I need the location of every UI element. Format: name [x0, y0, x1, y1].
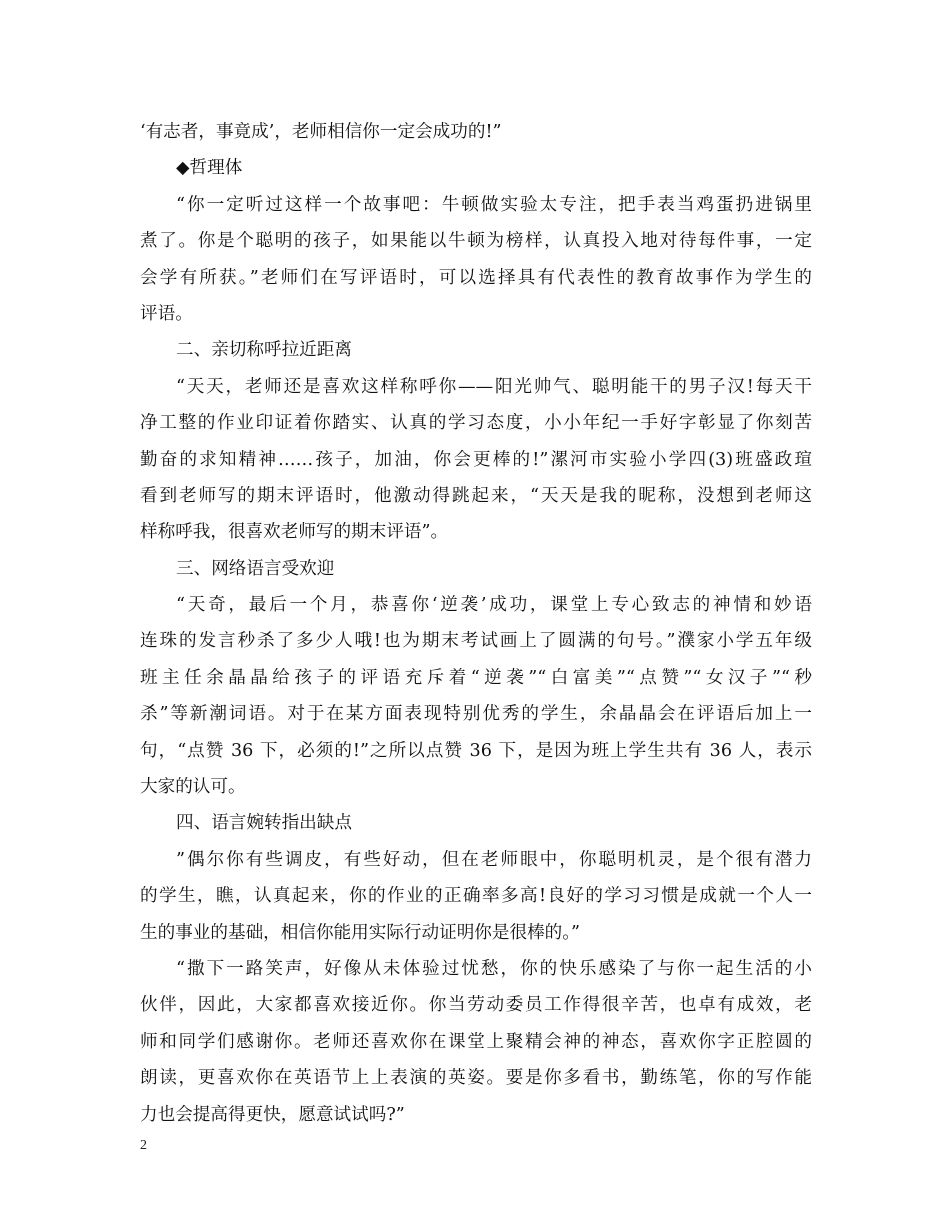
text-line: 杀”等新潮词语。对于在某方面表现特别优秀的学生，余晶晶会在评语后加上一: [140, 704, 812, 725]
text-line: 勤奋的求知精神……孩子，加油，你会更棒的!”漯河市实验小学四(3)班盛政瑄: [140, 449, 812, 470]
text-line: 句，“点赞 36 下，必须的!”之所以点赞 36 下，是因为班上学生共有 36 人，表示: [140, 740, 812, 761]
text-line: 三、网络语言受欢迎: [176, 558, 335, 579]
text-line: 师和同学们感谢你。老师还喜欢你在课堂上聚精会神的神态，喜欢你字正腔圆的: [140, 1031, 812, 1052]
text-line: 班主任余晶晶给孩子的评语充斥着“逆袭”“白富美”“点赞”“女汉子”“秒: [140, 667, 812, 688]
text-line: 四、语言婉转指出缺点: [176, 813, 352, 834]
text-line: 看到老师写的期末评语时，他激动得跳起来，“天天是我的昵称，没想到老师这: [140, 485, 812, 506]
text-line: 净工整的作业印证着你踏实、认真的学习态度，小小年纪一手好字彰显了你刻苦: [140, 413, 812, 434]
text-line: ”偶尔你有些调皮，有些好动，但在老师眼中，你聪明机灵，是个很有潜力: [176, 849, 812, 870]
text-line: “天奇，最后一个月，恭喜你‘逆袭’成功，课堂上专心致志的神情和妙语: [176, 595, 812, 616]
text-line: 力也会提高得更快，愿意试试吗?”: [140, 1104, 405, 1125]
text-line: 样称呼我，很喜欢老师写的期末评语”。: [140, 522, 449, 543]
text-line: 朗读，更喜欢你在英语节上上表演的英姿。要是你多看书，勤练笔，你的写作能: [140, 1068, 812, 1089]
text-line: 煮了。你是个聪明的孩子，如果能以牛顿为榜样，认真投入地对待每件事，一定: [140, 231, 812, 252]
text-line: “天天，老师还是喜欢这样称呼你——阳光帅气、聪明能干的男子汉!每天干: [176, 376, 812, 397]
text-line: 的学生，瞧，认真起来，你的作业的正确率多高!良好的学习习惯是成就一个人一: [140, 886, 812, 907]
text-line: “你一定听过这样一个故事吧：牛顿做实验太专注，把手表当鸡蛋扔进锅里: [176, 194, 812, 215]
text-line: 大家的认可。: [140, 777, 246, 798]
page-number: 2: [140, 1138, 147, 1153]
text-line: 二、亲切称呼拉近距离: [176, 340, 352, 361]
text-line: 生的事业的基础，相信你能用实际行动证明你是很棒的。”: [140, 922, 581, 943]
text-line: 伙伴，因此，大家都喜欢接近你。你当劳动委员工作得很辛苦，也卓有成效，老: [140, 995, 812, 1016]
text-line: 会学有所获。”老师们在写评语时，可以选择具有代表性的教育故事作为学生的: [140, 267, 812, 288]
text-line: ◆哲理体: [176, 158, 243, 179]
text-line: 连珠的发言秒杀了多少人哦!也为期末考试画上了圆满的句号。”濮家小学五年级: [140, 631, 812, 652]
text-line: 评语。: [140, 303, 193, 324]
text-line: “撒下一路笑声，好像从未体验过忧愁，你的快乐感染了与你一起生活的小: [176, 958, 812, 979]
body-text: [140, 114, 812, 1133]
text-line: ‘有志者，事竟成’，老师相信你一定会成功的!”: [140, 122, 502, 142]
